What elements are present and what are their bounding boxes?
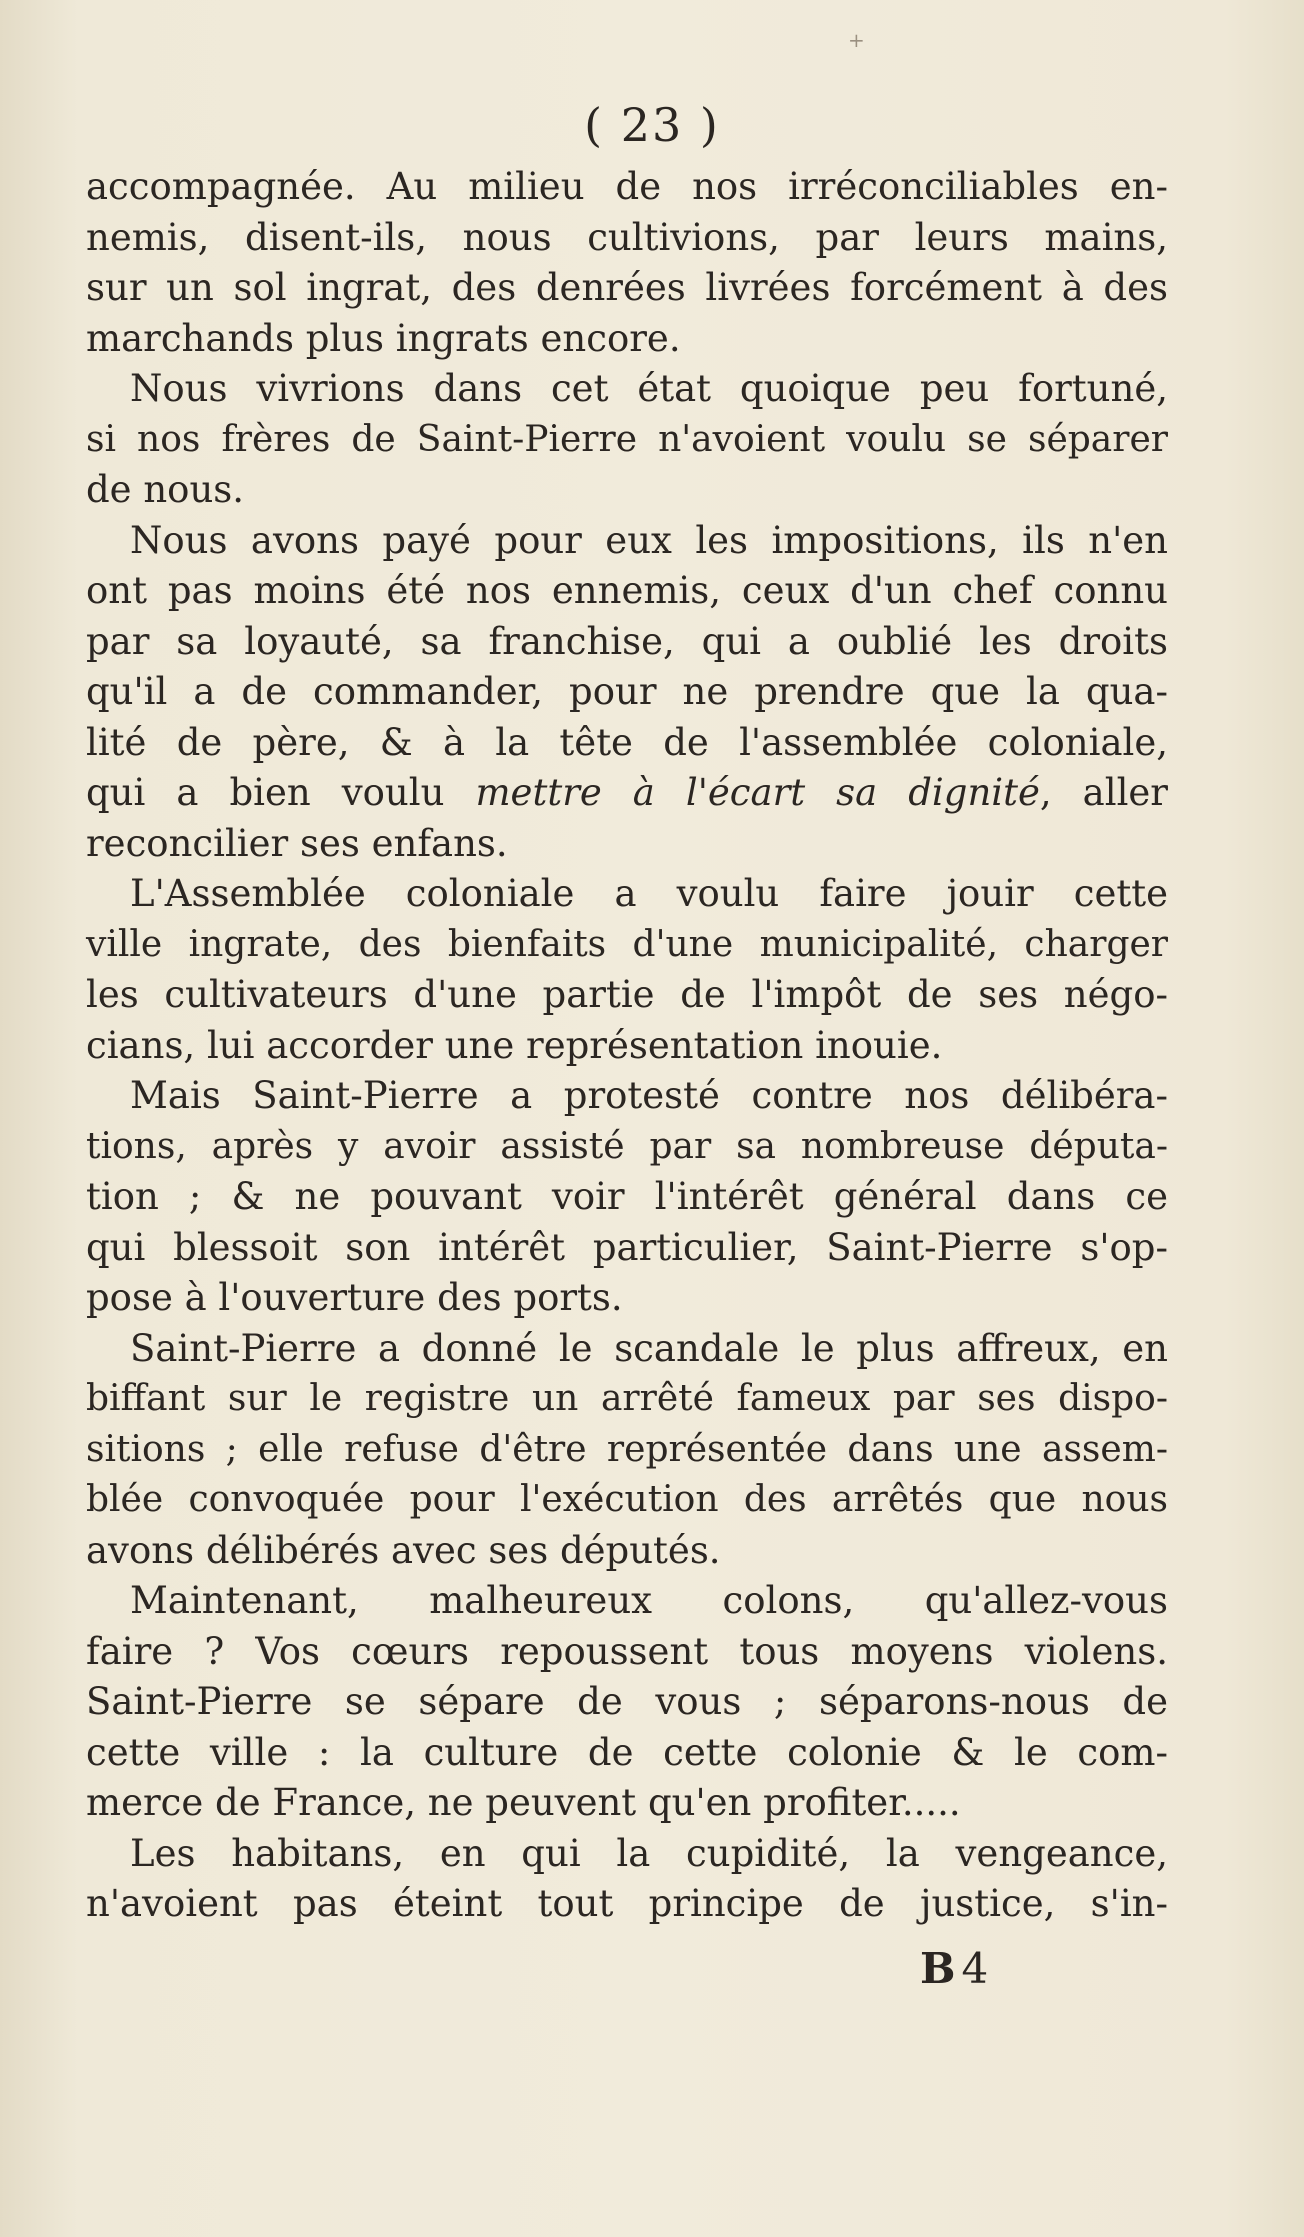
- signature-number: 4: [961, 1944, 989, 1993]
- text-line: blée convoquée pour l'exécution des arrêtés que nous: [86, 1479, 1168, 1520]
- text-line: Les habitans, en qui la cupidité, la vengeance,: [130, 1831, 1168, 1875]
- signature-mark: [920, 1944, 988, 1993]
- signature-letter: B: [920, 1944, 956, 1993]
- top-mark: +: [848, 28, 865, 52]
- text-line: Saint-Pierre se sépare de vous ; séparons-nous de: [86, 1680, 1168, 1723]
- text-line: tion ; & ne pouvant voir l'intérêt général dans ce: [86, 1175, 1168, 1218]
- text-line: de nous.: [86, 468, 245, 511]
- page-number: ( 23 ): [584, 98, 720, 152]
- text-line: lité de père, & à la tête de l'assemblée coloniale,: [86, 720, 1168, 764]
- text-line: avons délibérés avec ses députés.: [86, 1528, 721, 1572]
- text-line: qu'il a de commander, pour ne prendre que la qua-: [86, 670, 1168, 713]
- text-line: cians, lui accorder une représentation inouie.: [86, 1023, 943, 1067]
- line-end: , aller: [1039, 771, 1168, 814]
- text-line: sur un sol ingrat, des denrées livrées forcément à des: [86, 266, 1168, 309]
- text-line: merce de France, ne peuvent qu'en profiter.....: [86, 1781, 961, 1824]
- text-line: tions, après y avoir assisté par sa nombreuse députa-: [86, 1125, 1168, 1167]
- text-line: sitions ; elle refuse d'être représentée dans une assem-: [86, 1428, 1168, 1470]
- text-line: Mais Saint-Pierre a protesté contre nos délibéra-: [130, 1074, 1168, 1117]
- text-line: qui blessoit son intérêt particulier, Saint-Pierre s'op-: [86, 1225, 1168, 1269]
- italic-phrase: mettre à l'écart sa dignité: [475, 771, 1040, 814]
- text-line: Nous vivrions dans cet état quoique peu fortuné,: [130, 367, 1168, 410]
- text-line: si nos frères de Saint-Pierre n'avoient voulu se séparer: [86, 418, 1168, 460]
- text-line-italic: [86, 768, 1168, 819]
- text-line: L'Assemblée coloniale a voulu faire jouir cette: [130, 872, 1168, 915]
- text-line: biffant sur le registre un arrêté fameux par ses dispo-: [86, 1378, 1168, 1419]
- text-line: ville ingrate, des bienfaits d'une municipalité, charger: [86, 923, 1168, 965]
- text-line: reconcilier ses enfans.: [86, 821, 508, 865]
- text-line: pose à l'ouverture des ports.: [86, 1276, 623, 1319]
- text-line: Saint-Pierre a donné le scandale le plus affreux, en: [130, 1326, 1168, 1370]
- text-line: Maintenant, malheureux colons, qu'allez-vous: [130, 1579, 1168, 1622]
- text-body: [86, 162, 1168, 1930]
- text-line: par sa loyauté, sa franchise, qui a oublié les droits: [86, 619, 1168, 663]
- line-start: qui a bien voulu: [86, 771, 476, 814]
- text-line: faire ? Vos cœurs repoussent tous moyens violens.: [86, 1629, 1168, 1673]
- text-line: ont pas moins été nos ennemis, ceux d'un chef connu: [86, 569, 1168, 612]
- text-line: n'avoient pas éteint tout principe de justice, s'in-: [86, 1882, 1168, 1925]
- text-line: nemis, disent-ils, nous cultivions, par leurs mains,: [86, 215, 1168, 259]
- text-line: accompagnée. Au milieu de nos irréconciliables en-: [86, 165, 1168, 208]
- text-line: cette ville : la culture de cette colonie & le com-: [86, 1730, 1168, 1774]
- text-line: Nous avons payé pour eux les impositions, ils n'en: [130, 518, 1168, 562]
- text-line: marchands plus ingrats encore.: [86, 316, 681, 360]
- text-line: les cultivateurs d'une partie de l'impôt de ses négo-: [86, 973, 1168, 1016]
